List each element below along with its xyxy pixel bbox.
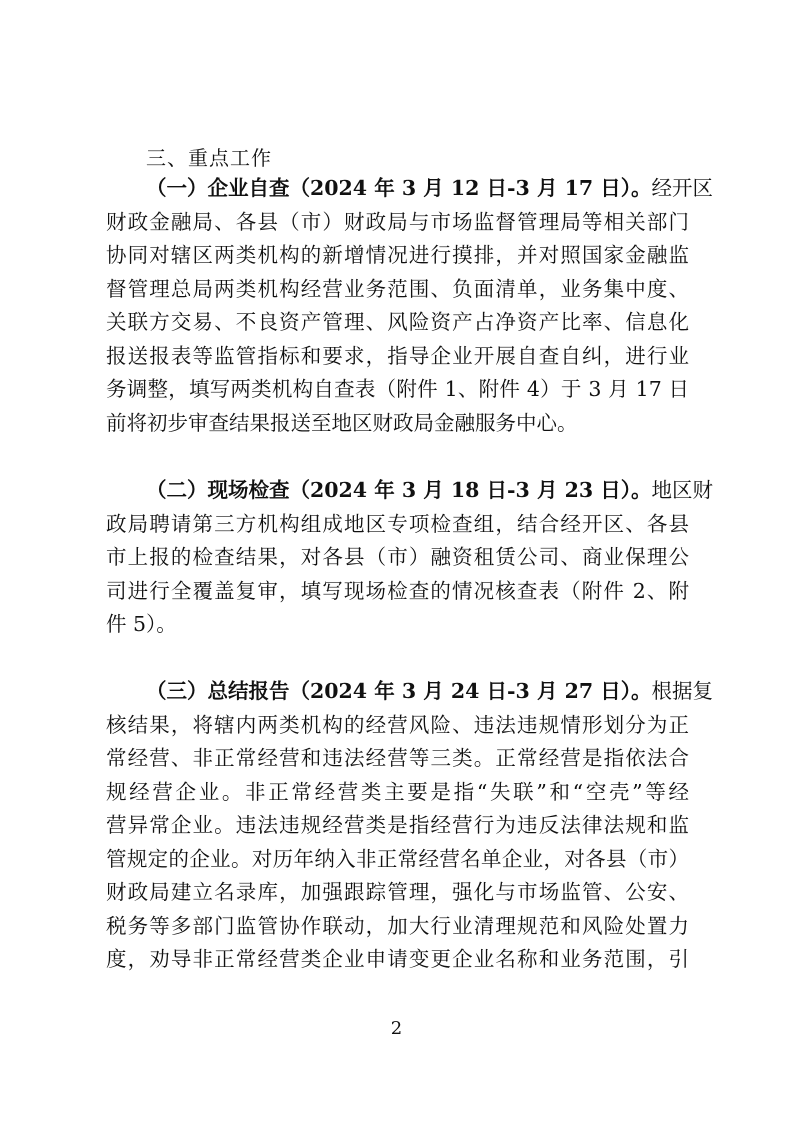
paragraph-line: 协同对辖区两类机构的新增情况进行摸排，并对照国家金融监: [106, 243, 689, 267]
paragraph-line: 财政金融局、各县（市）财政局与市场监督管理局等相关部门: [106, 209, 689, 234]
page-number: 2: [390, 1018, 403, 1039]
paragraph-line: 管规定的企业。对历年纳入非正常经营名单企业，对各县（市）: [106, 846, 689, 871]
paragraph-line: 务调整，填写两类机构自查表（附件 1、附件 4）于 3 月 17 日: [106, 377, 689, 401]
paragraph-line: 度，劝导非正常经营类企业申请变更企业名称和业务范围，引: [106, 947, 689, 971]
paragraph-line: 件 5）。: [106, 612, 177, 636]
subsection-title: （一）企业自查（2024 年 3 月 12 日-3 月 17 日）。: [146, 176, 652, 200]
paragraph-enterprise-self-check: [106, 172, 713, 440]
paragraph-line: （三）总结报告（2024 年 3 月 24 日-3 月 27 日）。根据复: [146, 679, 713, 703]
paragraph-line: 政局聘请第三方机构组成地区专项检查组，结合经开区、各县: [106, 511, 689, 536]
paragraph-line: 财政局建立名录库，加强跟踪管理，强化与市场监管、公安、: [106, 880, 689, 904]
paragraph-line: 司进行全覆盖复审，填写现场检查的情况核查表（附件 2、附: [106, 578, 689, 603]
paragraph-line: 核结果，将辖内两类机构的经营风险、违法违规情形划分为正: [106, 712, 689, 737]
paragraph-summary-report: [106, 675, 713, 977]
paragraph-line: 关联方交易、不良资产管理、风险资产占净资产比率、信息化: [106, 310, 689, 334]
paragraph-onsite-inspection: [106, 474, 713, 642]
paragraph-line: 常经营、非正常经营和违法经营等三类。正常经营是指依法合: [106, 746, 689, 770]
subsection-title: （三）总结报告（2024 年 3 月 24 日-3 月 27 日）。: [146, 679, 652, 703]
paragraph-line: （一）企业自查（2024 年 3 月 12 日-3 月 17 日）。经开区: [146, 176, 713, 200]
paragraph-line: 规经营企业。非正常经营类主要是指“失联”和“空壳”等经: [106, 779, 689, 804]
paragraph-line: （二）现场检查（2024 年 3 月 18 日-3 月 23 日）。地区财: [146, 478, 713, 502]
paragraph-line: 报送报表等监管指标和要求，指导企业开展自查自纠，进行业: [106, 343, 689, 368]
paragraph-line: 前将初步审查结果报送至地区财政局金融服务中心。: [106, 410, 578, 435]
paragraph-line: 税务等多部门监管协作联动，加大行业清理规范和风险处置力: [106, 913, 689, 938]
paragraph-line: 督管理总局两类机构经营业务范围、负面清单，业务集中度、: [106, 276, 689, 301]
section-heading: 三、重点工作: [146, 146, 272, 170]
paragraph-line: 营异常企业。违法违规经营类是指经营行为违反法律法规和监: [106, 813, 689, 837]
subsection-title: （二）现场检查（2024 年 3 月 18 日-3 月 23 日）。: [146, 478, 652, 502]
paragraph-line: 市上报的检查结果，对各县（市）融资租赁公司、商业保理公: [106, 545, 689, 569]
